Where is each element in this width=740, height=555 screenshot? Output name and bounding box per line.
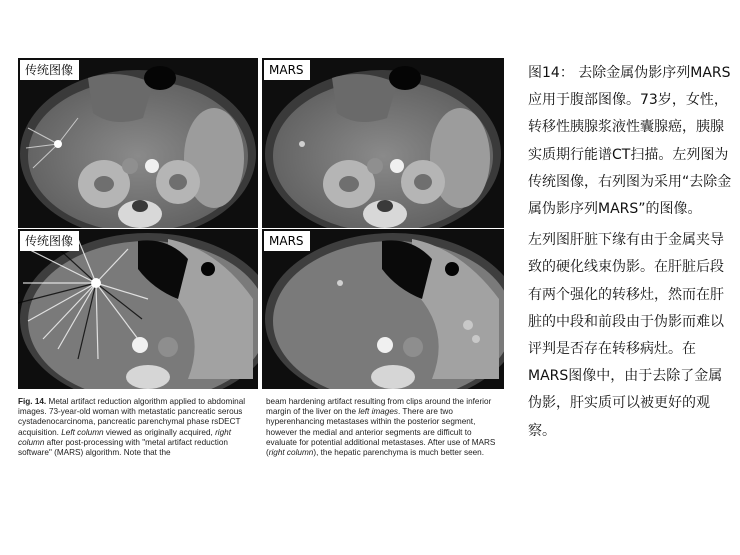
- description-paragraph-1: 图14： 去除金属伪影序列MARS应用于腹部图像。73岁，女性，转移性胰腺浆液性囊腺癌，胰腺实质期行能谱CT扫描。左列图为传统图像，右列图为采用“去除金属伪影序列MARS”的图像。: [528, 65, 732, 218]
- panel-label: MARS: [264, 231, 310, 251]
- caption-italic: left images: [358, 407, 398, 417]
- ct-scan-image: [18, 58, 258, 228]
- caption-text: Metal artifact reduction algorithm applied to abdominal images. 73-year-old woman with metastatic pancreatic serous cystadenocarcinoma, pancreatic parenchymal phase rsDECT acquisition.: [18, 397, 246, 437]
- panel-label: MARS: [264, 60, 310, 80]
- figure-caption-right: [266, 397, 504, 458]
- figure-number: Fig. 14.: [18, 397, 47, 406]
- panel-label: 传统图像: [20, 231, 79, 251]
- caption-text: beam hardening artifact resulting from clips around the inferior margin of the liver on the: [266, 397, 492, 417]
- ct-scan-image: [262, 229, 504, 389]
- chinese-description: [528, 60, 734, 449]
- ct-scan-image: [262, 58, 504, 228]
- ct-panel-bottom-right: [262, 229, 504, 389]
- description-paragraph-2: 左列图肝脏下缘有由于金属夹导致的硬化线束伪影。在肝脏后段有两个强化的转移灶，然而在肝脏的中段和前段由于伪影而难以评判是否存在转移病灶。在MARS图像中，由于去除了金属伪影，肝实质可以被更好的观察。: [528, 232, 724, 439]
- caption-italic: Left column: [61, 427, 104, 437]
- caption-text: after post-processing with "metal artifact reduction software" (MARS) algorithm. Note that the: [18, 437, 228, 458]
- figure: [18, 58, 504, 468]
- ct-panel-top-left: [18, 58, 258, 228]
- caption-italic: right column: [268, 448, 314, 458]
- caption-text: . There are two hyperenhancing metastases within the posterior segment, however the medial and anterior segments are difficult to evaluate for potential additional metastases. After use of MARS (: [266, 407, 496, 458]
- figure-caption-left: [18, 397, 256, 458]
- caption-italic: right column: [18, 427, 232, 447]
- caption-text: ), the hepatic parenchyma is much better seen.: [313, 448, 485, 458]
- ct-scan-image: [18, 229, 258, 389]
- caption-text: viewed as originally acquired,: [103, 427, 216, 437]
- ct-panel-top-right: [262, 58, 504, 228]
- ct-panel-bottom-left: [18, 229, 258, 389]
- panel-label: 传统图像: [20, 60, 79, 80]
